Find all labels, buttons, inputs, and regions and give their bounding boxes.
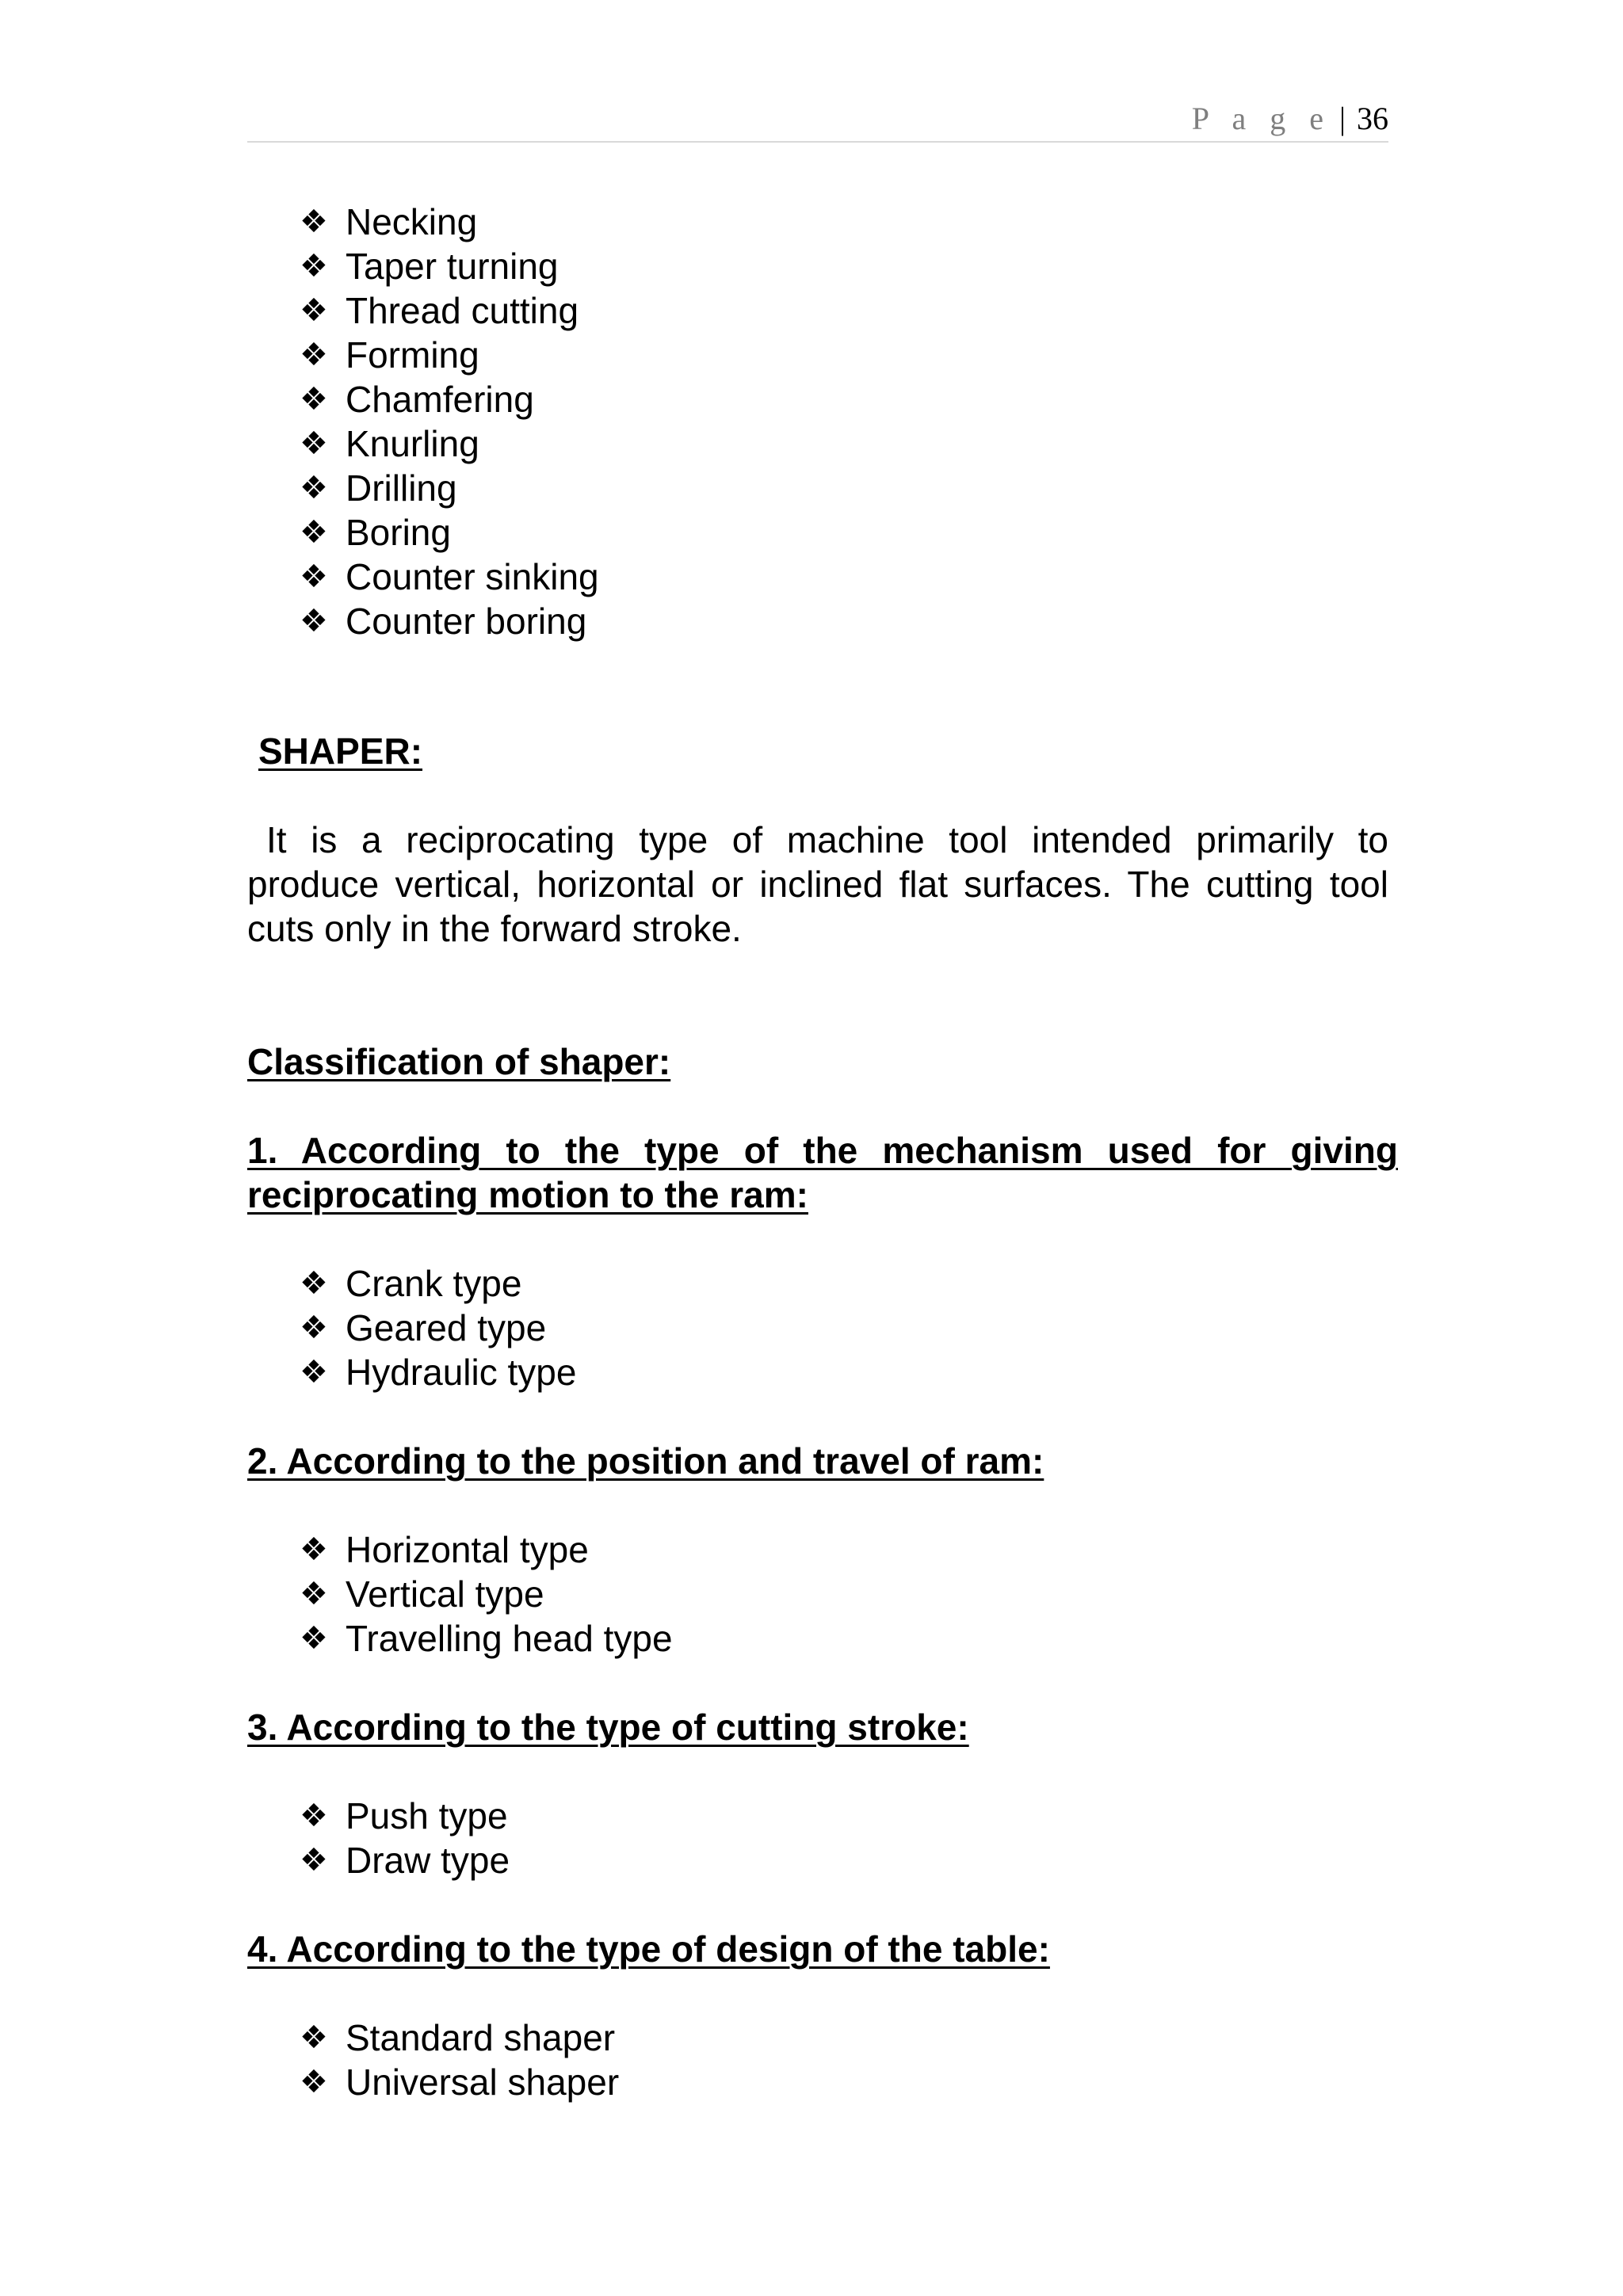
diamond-bullet-icon: ❖: [300, 2019, 328, 2056]
list-item: ❖ Geared type: [300, 1307, 547, 1348]
list-item: ❖ Hydraulic type: [300, 1352, 577, 1393]
section-2-title: 2. According to the position and travel of ram:: [247, 1440, 1044, 1482]
list-item: ❖ Draw type: [300, 1840, 510, 1881]
diamond-bullet-icon: ❖: [300, 470, 328, 506]
list-item: ❖ Standard shaper: [300, 2017, 616, 2058]
page-number-value: 36: [1357, 101, 1388, 136]
diamond-bullet-icon: ❖: [300, 204, 328, 240]
list-item: ❖ Travelling head type: [300, 1618, 673, 1659]
list-item: ❖ Horizontal type: [300, 1529, 589, 1570]
list-item: ❖ Forming: [300, 334, 479, 376]
diamond-bullet-icon: ❖: [300, 1842, 328, 1878]
list-item: ❖ Necking: [300, 201, 478, 242]
list-item: ❖ Vertical type: [300, 1573, 544, 1615]
list-item: ❖ Boring: [300, 512, 451, 553]
diamond-bullet-icon: ❖: [300, 514, 328, 551]
page-header: [247, 93, 1388, 143]
section-3-list: [300, 1794, 510, 1882]
shaper-description: It is a reciprocating type of machine tool intended primarily to produce vertical, horizontal or inclined flat surfaces. The cutting tool cuts only in the forward stroke.: [247, 819, 1388, 949]
operations-list: [300, 200, 599, 643]
diamond-bullet-icon: ❖: [300, 603, 328, 639]
section-3-title: 3. According to the type of cutting stroke:: [247, 1707, 969, 1748]
list-item: ❖ Chamfering: [300, 379, 534, 420]
list-item: ❖ Counter boring: [300, 601, 587, 642]
list-item: ❖ Knurling: [300, 423, 479, 464]
diamond-bullet-icon: ❖: [300, 337, 328, 373]
diamond-bullet-icon: ❖: [300, 2064, 328, 2100]
section-1-list: [300, 1261, 576, 1394]
diamond-bullet-icon: ❖: [300, 425, 328, 462]
classification-heading: Classification of shaper:: [247, 1041, 671, 1082]
diamond-bullet-icon: ❖: [300, 1531, 328, 1568]
diamond-bullet-icon: ❖: [300, 1576, 328, 1612]
section-4-list: [300, 2016, 619, 2104]
diamond-bullet-icon: ❖: [300, 1798, 328, 1834]
diamond-bullet-icon: ❖: [300, 292, 328, 329]
diamond-bullet-icon: ❖: [300, 1620, 328, 1657]
diamond-bullet-icon: ❖: [300, 1354, 328, 1390]
section-2-list: [300, 1527, 673, 1661]
list-item: ❖ Drilling: [300, 467, 457, 509]
section-1-title: 1. According to the type of the mechanism used for giving reciprocating motion to the ram:: [247, 1130, 1398, 1215]
list-item: ❖ Thread cutting: [300, 290, 579, 331]
list-item: ❖ Crank type: [300, 1263, 522, 1304]
page-label: P a g e: [1191, 101, 1331, 136]
diamond-bullet-icon: ❖: [300, 559, 328, 595]
list-item: ❖ Push type: [300, 1795, 508, 1836]
section-4-title: 4. According to the type of design of the table:: [247, 1928, 1050, 1970]
diamond-bullet-icon: ❖: [300, 248, 328, 284]
shaper-heading: SHAPER:: [258, 730, 423, 772]
page-separator: |: [1338, 101, 1346, 136]
diamond-bullet-icon: ❖: [300, 1310, 328, 1346]
list-item: ❖ Taper turning: [300, 246, 559, 287]
page-number: [1192, 100, 1388, 138]
diamond-bullet-icon: ❖: [300, 381, 328, 418]
list-item: ❖ Counter sinking: [300, 556, 599, 597]
diamond-bullet-icon: ❖: [300, 1265, 328, 1302]
list-item: ❖ Universal shaper: [300, 2061, 620, 2103]
